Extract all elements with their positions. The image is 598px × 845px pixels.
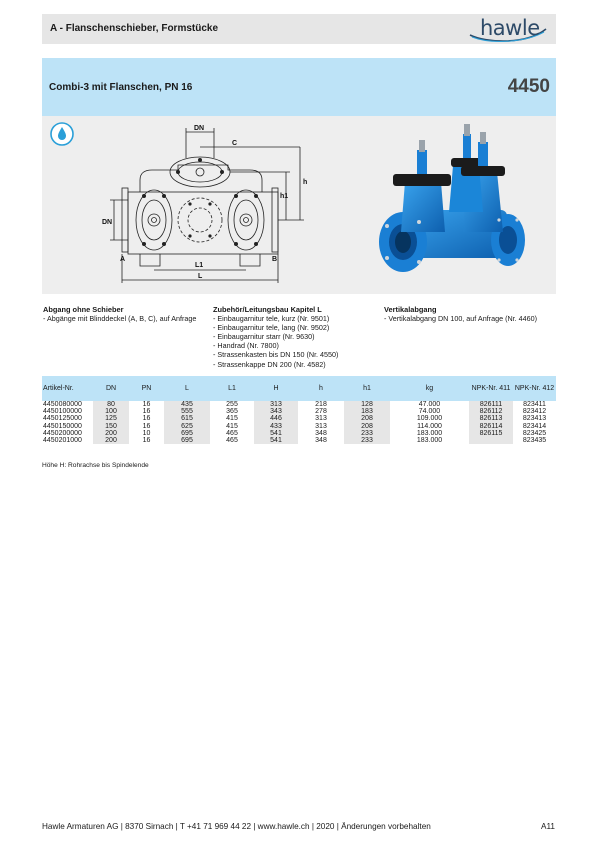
list-item: - Einbaugarnitur starr (Nr. 9630) bbox=[213, 332, 315, 342]
table-cell: 823425 bbox=[522, 429, 547, 437]
table-row bbox=[42, 415, 556, 422]
table-cell: 313 bbox=[315, 422, 327, 430]
article-table bbox=[42, 376, 556, 444]
product-number: 4450 bbox=[507, 76, 550, 97]
hawle-logo bbox=[466, 15, 550, 43]
table-note: Höhe H: Rohrachse bis Spindelende bbox=[42, 462, 149, 469]
th-l: L bbox=[164, 376, 210, 401]
list-item: - Abgänge mit Blinddeckel (A, B, C), auf Anfrage bbox=[43, 314, 197, 324]
table-cell: 16 bbox=[142, 437, 151, 445]
th-h-upper: H bbox=[254, 376, 298, 401]
th-l1: L1 bbox=[210, 376, 254, 401]
list-item: - Einbaugarnitur tele, lang (Nr. 9502) bbox=[213, 323, 330, 333]
table-cell: 823412 bbox=[522, 408, 547, 416]
dim-h1: h1 bbox=[280, 193, 289, 200]
table-cell: 183.000 bbox=[416, 429, 443, 437]
table-cell: 465 bbox=[226, 437, 238, 445]
table-row bbox=[42, 430, 556, 437]
table-cell: 823414 bbox=[522, 422, 547, 430]
table-cell: 114.000 bbox=[417, 422, 442, 430]
table-cell: 348 bbox=[315, 429, 327, 437]
table-cell: 541 bbox=[254, 437, 298, 444]
table-cell: 183 bbox=[344, 408, 390, 415]
label-b: B bbox=[272, 256, 278, 263]
table-cell bbox=[469, 437, 513, 444]
table-cell: 100 bbox=[93, 408, 129, 415]
table-cell: 16 bbox=[142, 422, 151, 430]
table-cell: 625 bbox=[164, 423, 210, 430]
table-cell: 125 bbox=[93, 415, 129, 422]
vertikal-heading: Vertikalabgang bbox=[384, 305, 437, 314]
list-item: - Einbaugarnitur tele, kurz (Nr. 9501) bbox=[213, 314, 330, 324]
table-cell: 16 bbox=[142, 408, 151, 416]
dim-dn-top: DN bbox=[194, 125, 205, 132]
technical-drawing bbox=[100, 120, 310, 285]
logo-text: hawle bbox=[480, 16, 540, 40]
list-item: - Strassenkappe DN 200 (Nr. 4582) bbox=[213, 359, 326, 369]
table-cell: 278 bbox=[315, 408, 327, 416]
th-pn: PN bbox=[129, 376, 164, 401]
table-cell: 255 bbox=[226, 401, 238, 408]
table-cell: 16 bbox=[142, 401, 151, 408]
table-row bbox=[42, 408, 556, 415]
table-cell: 313 bbox=[254, 401, 298, 408]
table-cell: 128 bbox=[344, 401, 390, 408]
table-cell: 435 bbox=[164, 401, 210, 408]
dim-l: L bbox=[198, 273, 203, 280]
table-cell: 313 bbox=[315, 415, 327, 423]
table-cell: 541 bbox=[254, 430, 298, 437]
table-cell: 615 bbox=[164, 415, 210, 422]
list-item: - Handrad (Nr. 7800) bbox=[213, 341, 279, 351]
table-cell: 823435 bbox=[522, 437, 547, 445]
zubehoer-heading: Zubehör/Leitungsbau Kapitel L bbox=[213, 305, 322, 314]
table-cell: 826112 bbox=[469, 408, 513, 415]
th-h: h bbox=[298, 376, 344, 401]
table-cell: 183.000 bbox=[416, 437, 443, 445]
table-cell: 826113 bbox=[469, 415, 513, 422]
table-cell: 433 bbox=[254, 423, 298, 430]
table-cell: 415 bbox=[226, 422, 238, 430]
table-cell: 208 bbox=[344, 415, 390, 422]
column-abgang bbox=[43, 305, 196, 323]
table-cell: 415 bbox=[226, 415, 238, 423]
label-a: A bbox=[120, 256, 126, 263]
table-cell: 823413 bbox=[522, 415, 547, 423]
table-cell: 80 bbox=[93, 401, 129, 408]
footer-text: Hawle Armaturen AG | 8370 Sirnach | T +41 71 969 44 22 | www.hawle.ch | 2020 | Änderungen vorbehalten bbox=[42, 822, 431, 831]
table-cell: 826114 bbox=[469, 423, 513, 430]
table-cell: 10 bbox=[142, 429, 151, 437]
dim-l1: L1 bbox=[195, 262, 204, 269]
th-h1: h1 bbox=[344, 376, 390, 401]
th-npk-412: NPK-Nr. 412 bbox=[513, 376, 556, 401]
table-cell: 233 bbox=[344, 430, 390, 437]
table-cell: 555 bbox=[164, 408, 210, 415]
table-row bbox=[42, 437, 556, 444]
table-cell: 233 bbox=[344, 437, 390, 444]
table-cell: 4450150000 bbox=[43, 422, 82, 430]
table-cell: 200 bbox=[93, 430, 129, 437]
th-kg: kg bbox=[390, 376, 469, 401]
product-photo bbox=[375, 122, 535, 287]
water-drop-icon bbox=[50, 122, 74, 146]
dim-dn-left: DN bbox=[102, 219, 113, 226]
table-cell: 16 bbox=[142, 415, 151, 423]
column-zubehoer bbox=[213, 305, 338, 369]
table-cell: 348 bbox=[315, 437, 327, 445]
list-item: - Vertikalabgang DN 100, auf Anfrage (Nr. 4460) bbox=[384, 314, 538, 324]
table-cell: 343 bbox=[254, 408, 298, 415]
list-item: - Strassenkasten bis DN 150 (Nr. 4550) bbox=[213, 350, 339, 360]
abgang-heading: Abgang ohne Schieber bbox=[43, 305, 124, 314]
page-number: A11 bbox=[541, 822, 555, 831]
product-name: Combi-3 mit Flanschen, PN 16 bbox=[49, 82, 193, 93]
table-cell: 4450125000 bbox=[43, 415, 82, 423]
table-cell: 465 bbox=[226, 429, 238, 437]
table-cell: 446 bbox=[254, 415, 298, 422]
section-title: A - Flanschenschieber, Formstücke bbox=[50, 23, 219, 34]
table-cell: 695 bbox=[164, 437, 210, 444]
th-npk-411: NPK-Nr. 411 bbox=[469, 376, 513, 401]
table-cell: 826115 bbox=[469, 430, 513, 437]
table-cell: 826111 bbox=[469, 401, 513, 408]
table-header-row bbox=[42, 376, 556, 401]
table-cell: 74.000 bbox=[418, 408, 441, 416]
table-cell: 695 bbox=[164, 430, 210, 437]
section-header-bar bbox=[42, 14, 556, 44]
table-row bbox=[42, 401, 556, 408]
label-c: C bbox=[232, 140, 238, 147]
table-cell: 4450080000 bbox=[43, 401, 82, 408]
table-cell: 4450201000 bbox=[43, 437, 82, 445]
table-cell: 47.000 bbox=[418, 401, 441, 408]
table-cell: 4450100000 bbox=[43, 408, 82, 416]
table-cell: 823411 bbox=[523, 401, 546, 408]
table-cell: 218 bbox=[315, 401, 327, 408]
product-header-bar bbox=[42, 58, 556, 116]
th-artikel: Artikel-Nr. bbox=[42, 376, 93, 401]
table-row bbox=[42, 423, 556, 430]
th-dn: DN bbox=[93, 376, 129, 401]
table-cell: 208 bbox=[344, 423, 390, 430]
dim-h: h bbox=[303, 179, 308, 186]
table-cell: 150 bbox=[93, 423, 129, 430]
table-cell: 365 bbox=[226, 408, 238, 416]
table-cell: 200 bbox=[93, 437, 129, 444]
column-vertikalabgang bbox=[384, 305, 537, 323]
table-cell: 109.000 bbox=[416, 415, 443, 423]
table-cell: 4450200000 bbox=[43, 429, 82, 437]
